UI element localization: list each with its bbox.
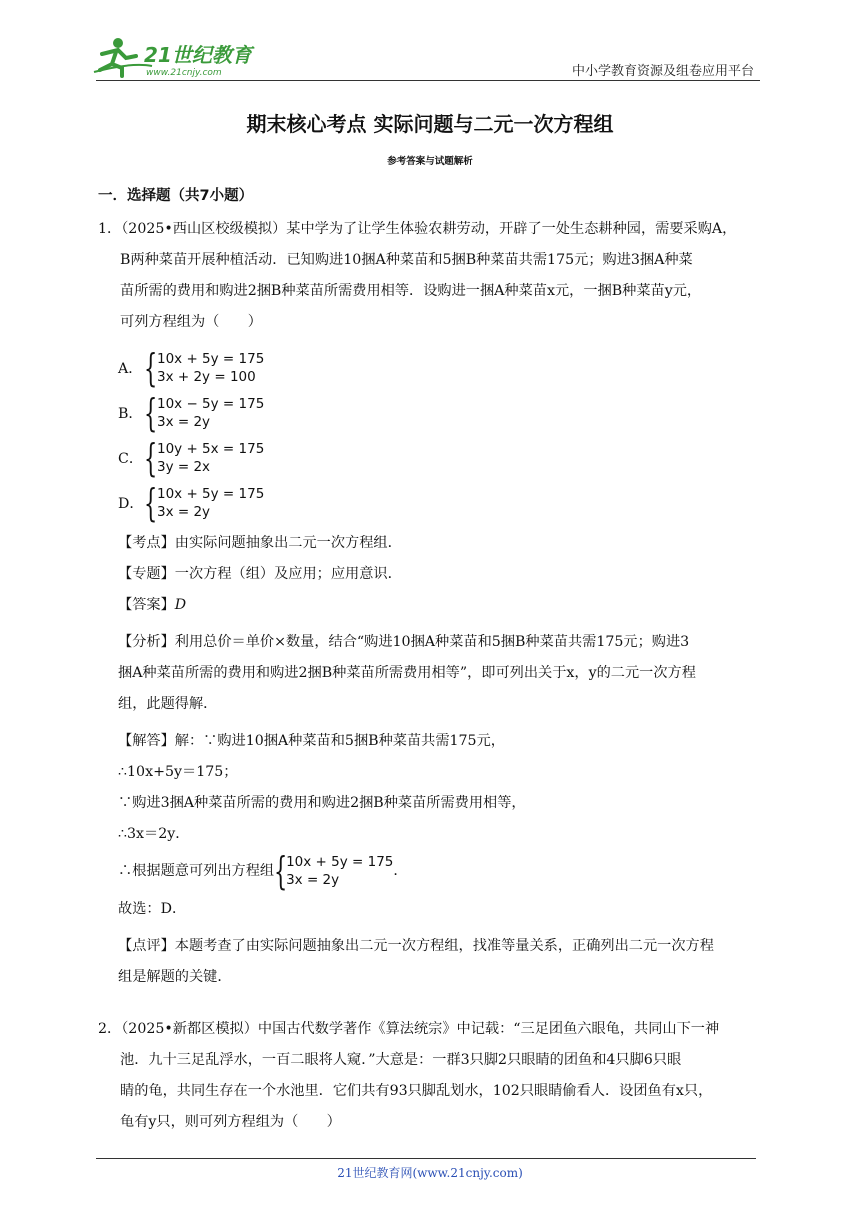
equation: 3x = 2y	[157, 414, 211, 430]
analysis-line: 组，此题得解．	[118, 696, 218, 712]
footer-text: 21世纪教育网(www.21cnjy.com)	[337, 1166, 523, 1180]
analysis-line: 捆A种菜苗所需的费用和购进2捆B种菜苗所需费用相等”，即可列出关于x，y的二元一次方程	[118, 665, 696, 681]
solution-line: ∵购进3捆A种菜苗所需的费用和购进2捆B种菜苗所需费用相等，	[118, 795, 526, 811]
kaodian: 【考点】由实际问题抽象出二元一次方程组．	[118, 535, 402, 551]
equation-stack	[286, 853, 393, 889]
comment-line: 【点评】本题考查了由实际问题抽象出二元一次方程组，找准等量关系，正确列出二元一次方程	[118, 938, 714, 954]
document-title: 期末核心考点 实际问题与二元一次方程组	[246, 112, 614, 136]
question-2-line: 池．九十三足乱浮水，一百二眼将人窥．”大意是：一群3只脚2只眼睛的团鱼和4只脚6只眼	[120, 1052, 682, 1068]
equation-system	[157, 485, 264, 521]
choice-line: 故选：D．	[118, 901, 187, 917]
solution-block	[118, 527, 768, 992]
option-c	[118, 438, 264, 478]
logo-url: www.21cnjy.com	[146, 68, 222, 78]
question-1-line: 苗所需的费用和购进2捆B种菜苗所需费用相等．设购进一捆A种菜苗x元，一捆B种菜苗y元，	[120, 283, 702, 299]
question-1-line: 可列方程组为（ ）	[120, 314, 262, 330]
option-b	[118, 393, 264, 433]
platform-name: 中小学教育资源及组卷应用平台	[571, 64, 754, 79]
equation: 10y + 5x = 175	[157, 441, 265, 457]
question-2-line: 龟有y只，则可列方程组为（ ）	[120, 1114, 341, 1130]
system-suffix: ．	[393, 863, 408, 879]
system-prefix: ∴根据题意可列出方程组	[118, 863, 275, 879]
brand-logo	[92, 36, 262, 80]
equation: 3x = 2y	[157, 504, 211, 520]
equation: 3x + 2y = 100	[157, 369, 256, 385]
equation: 10x + 5y = 175	[157, 486, 265, 502]
equation: 3x = 2y	[286, 872, 340, 888]
zhuanti: 【专题】一次方程（组）及应用；应用意识．	[118, 566, 402, 582]
option-letter: C．	[118, 451, 144, 467]
question-2-line: 睛的龟，共同生存在一个水池里．它们共有93只脚乱划水，102只眼睛偷看人．设团鱼有x只，	[120, 1083, 713, 1099]
solution-line: ∴10x+5y＝175；	[118, 764, 238, 780]
answer-label: 【答案】	[118, 597, 175, 613]
solution-line: ∴3x＝2y．	[118, 826, 190, 842]
comment-line: 组是解题的关键．	[118, 969, 232, 985]
question-2-stem	[98, 1014, 768, 1138]
equation-system	[157, 395, 264, 431]
equation: 10x − 5y = 175	[157, 396, 265, 412]
equation-system	[157, 440, 264, 476]
document-subtitle: 参考答案与试题解析	[387, 156, 473, 167]
brace-icon: {	[144, 436, 158, 480]
question-2-line: 2．（2025•新都区模拟）中国古代数学著作《算法统宗》中记载：“三足团鱼六眼龟，共同山下一神	[98, 1021, 720, 1037]
equation-system	[274, 851, 393, 891]
system-line	[118, 849, 768, 893]
question-1-line: B两种菜苗开展种植活动．已知购进10捆A种菜苗和5捆B种菜苗共需175元；购进3捆A种菜	[120, 252, 693, 268]
footer-divider	[96, 1158, 756, 1159]
analysis-line: 【分析】利用总价＝单价×数量，结合“购进10捆A种菜苗和5捆B种菜苗共需175元；购进3	[118, 634, 690, 650]
header-divider	[96, 80, 760, 81]
option-d	[118, 483, 264, 523]
answer-value: D	[174, 597, 187, 613]
brace-icon: {	[144, 391, 158, 435]
option-letter: D．	[118, 496, 144, 512]
option-letter: A．	[118, 361, 143, 377]
option-letter: B．	[118, 406, 143, 422]
question-1-stem	[98, 214, 768, 338]
equation: 10x + 5y = 175	[286, 854, 394, 870]
question-1-line: 1．（2025•西山区校级模拟）某中学为了让学生体验农耕劳动，开辟了一处生态耕种园，需要采购A，	[98, 221, 737, 237]
brace-icon: {	[274, 849, 288, 893]
answer-line	[118, 589, 768, 620]
logo-text: 21世纪教育	[144, 43, 252, 67]
option-a	[118, 348, 264, 388]
section-heading: 一．选择题（共7小题）	[98, 188, 254, 204]
brace-icon: {	[144, 481, 158, 525]
equation: 3y = 2x	[157, 459, 211, 475]
solution-line: 【解答】解：∵购进10捆A种菜苗和5捆B种菜苗共需175元，	[118, 733, 505, 749]
equation-system	[157, 350, 264, 386]
brace-icon: {	[144, 346, 158, 390]
equation: 10x + 5y = 175	[157, 351, 265, 367]
